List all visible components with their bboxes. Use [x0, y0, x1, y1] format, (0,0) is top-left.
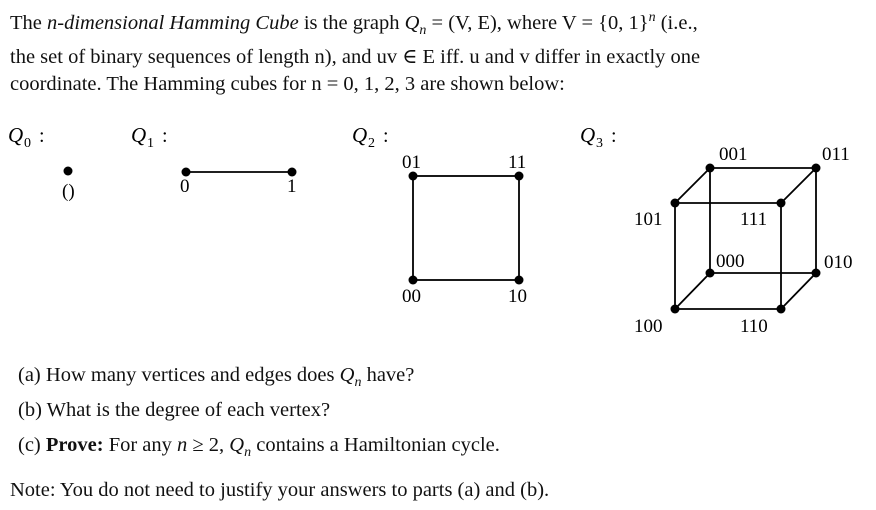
intro-var-n: n [47, 11, 58, 34]
q1-vertex-1-label: 1 [287, 176, 297, 197]
problem-intro [10, 4, 866, 98]
intro-text: The [10, 11, 47, 34]
question-c-text: For any [103, 434, 178, 456]
q3-vertex-001 [706, 164, 715, 173]
intro-line-3: coordinate. The Hamming cubes for n = 0, 1, 2, 3 are shown below: [10, 72, 565, 95]
q2-vertex-10-label: 10 [508, 286, 527, 307]
intro-sup-n: n [648, 10, 656, 25]
q2-vertex-01-label: 01 [402, 152, 421, 173]
q0-colon: : [39, 125, 45, 147]
question-a-var-q: Q [339, 364, 355, 386]
q2-sub: 2 [368, 136, 375, 151]
question-c-var-n: n [177, 434, 188, 456]
q3-colon: : [611, 125, 617, 147]
q0-vertex [64, 167, 73, 176]
question-c-prove: Prove: [40, 434, 104, 456]
q3-sub: 3 [596, 136, 603, 151]
q3-vertex-000-label: 000 [716, 251, 745, 272]
q3-vertex-001-label: 001 [719, 144, 748, 165]
question-c-var-q-sub: n [244, 445, 252, 461]
hamming-cube-figure [0, 110, 876, 350]
q1-sub: 1 [147, 136, 154, 151]
question-b-label: (b) [18, 399, 42, 421]
q2-vertex-00 [409, 276, 418, 285]
hamming-cube-diagram [0, 110, 876, 350]
q3-label: Q [580, 123, 596, 147]
q3-vertex-010 [812, 269, 821, 278]
q3-cube-edges [675, 168, 816, 309]
question-c-label: (c) [18, 434, 41, 456]
intro-text: is the graph [298, 11, 405, 34]
q1-colon: : [162, 125, 168, 147]
question-a-text-end: have? [361, 364, 415, 386]
q2-vertex-00-label: 00 [402, 286, 421, 307]
question-c-text-end: contains a Hamiltonian cycle. [251, 434, 500, 456]
q2-vertex-11-label: 11 [508, 152, 527, 173]
q0-label: Q [8, 123, 24, 147]
question-c [18, 430, 500, 465]
q3-vertex-000 [706, 269, 715, 278]
q2-square [413, 176, 519, 280]
q3-vertex-111-label: 111 [740, 209, 768, 230]
intro-line-2: the set of binary sequences of length n), and uv ∈ E iff. u and v differ in exactly one [10, 45, 701, 68]
q3-vertex-101-label: 101 [634, 209, 663, 230]
q3-vertex-110-label: 110 [740, 316, 768, 337]
question-a-label: (a) [18, 364, 41, 386]
question-b [18, 395, 500, 430]
q1-vertex-0-label: 0 [180, 176, 190, 197]
q3-vertex-101 [671, 199, 680, 208]
q3-vertex-100-label: 100 [634, 316, 663, 337]
q3-vertex-011 [812, 164, 821, 173]
question-a-var-q-sub: n [354, 375, 362, 391]
intro-text: = (V, E), where V = {0, 1} [426, 11, 649, 34]
q3-vertex-110 [777, 305, 786, 314]
intro-var-q-sub: n [419, 22, 427, 38]
question-b-text: What is the degree of each vertex? [41, 399, 331, 421]
note-text: Note: You do not need to justify your answers to parts (a) and (b). [10, 479, 550, 501]
intro-text: (i.e., [655, 11, 698, 34]
question-list [18, 360, 500, 465]
intro-var-q: Q [404, 11, 420, 34]
question-c-var-q: Q [229, 434, 245, 456]
q0-sub: 0 [24, 136, 31, 151]
intro-term-hamming-cube: -dimensional Hamming Cube [57, 11, 299, 34]
question-a-text: How many vertices and edges does [40, 364, 340, 386]
q2-label: Q [352, 123, 368, 147]
q2-colon: : [383, 125, 389, 147]
q2-vertex-10 [515, 276, 524, 285]
intro-line-1 [10, 4, 866, 44]
q3-vertex-100 [671, 305, 680, 314]
q3-vertex-111 [777, 199, 786, 208]
question-a [18, 360, 500, 395]
q3-vertex-011-label: 011 [822, 144, 850, 165]
question-c-text-2: ≥ 2, [187, 434, 230, 456]
q0-vertex-label: () [62, 181, 75, 202]
q1-label: Q [131, 123, 147, 147]
q3-vertex-010-label: 010 [824, 252, 853, 273]
